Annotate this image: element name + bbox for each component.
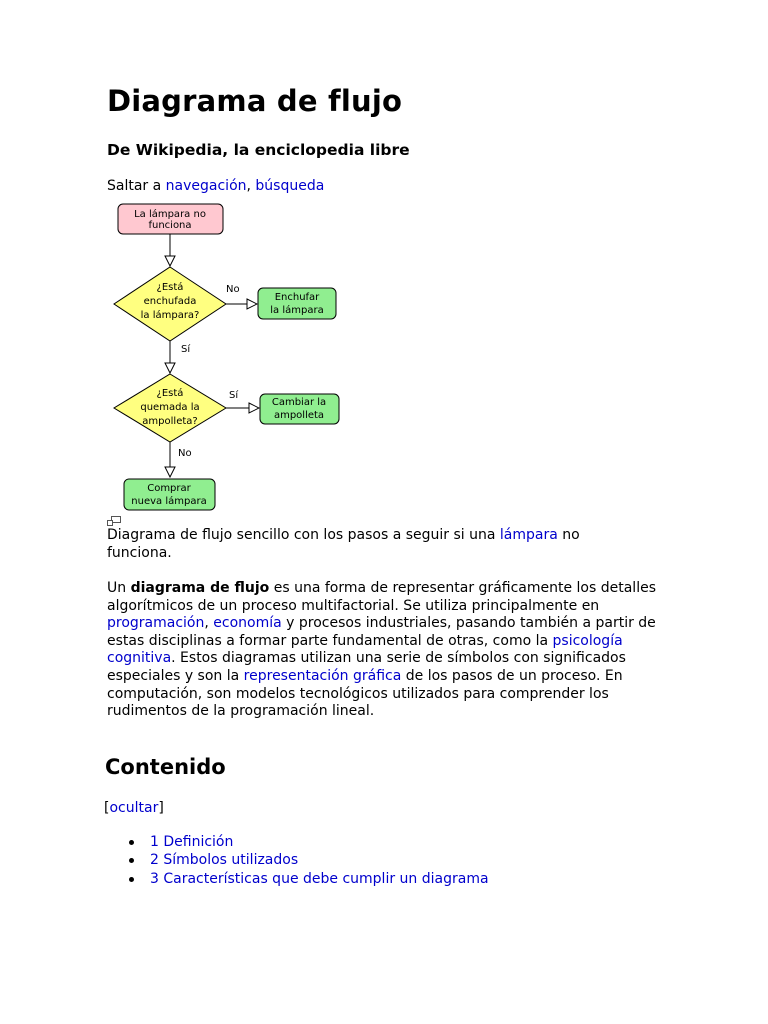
toc-item <box>129 851 489 869</box>
intro-text: . Estos diagramas utilizan una serie de símbolos con significados especiales y son la <box>107 650 626 684</box>
page-title: Diagrama de flujo <box>107 84 403 118</box>
start-node-line2: funciona <box>148 220 192 231</box>
jump-separator: , <box>246 178 256 194</box>
search-link[interactable]: búsqueda <box>255 178 325 194</box>
decision2-no-label: No <box>178 448 192 459</box>
intro-text: es una forma de representar gráficamente los detalles algorítmicos de un proceso multifactorial. Se utiliza principalmente en <box>107 580 656 614</box>
economy-link[interactable]: economía <box>213 615 282 632</box>
toc-item <box>129 833 489 851</box>
end-node-line2: nueva lámpara <box>131 496 207 507</box>
toc-link-definition[interactable]: 1 Definición <box>150 834 234 850</box>
toc-toggle <box>104 800 164 816</box>
decision1-line1: ¿Está <box>156 282 184 293</box>
intro-paragraph <box>107 580 667 721</box>
jump-to-line <box>107 178 324 194</box>
bracket-open: [ <box>104 800 110 816</box>
toc-link-characteristics[interactable]: 3 Características que debe cumplir un diagrama <box>150 870 489 887</box>
decision1-yes-label: Sí <box>181 344 191 355</box>
lamp-link[interactable]: lámpara <box>499 527 558 543</box>
table-of-contents <box>129 833 489 888</box>
bullet-icon <box>129 858 134 863</box>
action1-line1: Enchufar <box>274 292 320 303</box>
jump-prefix: Saltar a <box>107 178 166 194</box>
decision1-no-label: No <box>226 284 240 295</box>
action1-line2: la lámpara <box>270 305 324 316</box>
bracket-close: ] <box>158 800 164 816</box>
action2-line1: Cambiar la <box>271 397 327 408</box>
end-node-line1: Comprar <box>147 483 191 494</box>
page-subtitle: De Wikipedia, la enciclopedia libre <box>107 141 410 159</box>
term-bold: diagrama de flujo <box>130 580 270 596</box>
decision2-yes-label: Sí <box>229 390 239 401</box>
toc-link-symbols[interactable]: 2 Símbolos utilizados <box>150 852 299 869</box>
decision2-line1: ¿Está <box>156 388 184 399</box>
decision2-line3: ampolleta? <box>142 416 198 427</box>
action2-line2: ampolleta <box>273 410 325 421</box>
intro-text: Un <box>107 580 131 596</box>
caption-text-end: no funciona. <box>107 527 580 561</box>
toc-item <box>129 870 489 888</box>
navigation-link[interactable]: navegación <box>165 178 247 194</box>
caption-text: Diagrama de flujo sencillo con los pasos a seguir si una <box>107 527 500 543</box>
cognitive-psychology-link[interactable]: psicología cognitiva <box>107 632 623 667</box>
flowchart-image[interactable] <box>105 198 345 516</box>
decision1-line2: enchufada <box>143 296 197 307</box>
bullet-icon <box>129 877 134 882</box>
bullet-icon <box>129 840 134 845</box>
intro-text: , <box>204 615 214 632</box>
image-caption <box>107 526 647 562</box>
decision1-line3: la lámpara? <box>140 310 200 321</box>
graphic-representation-link[interactable]: representación gráfica <box>243 667 402 684</box>
intro-text: de los pasos de un proceso. En computación, son modelos tecnológicos utilizados para comprender los rudimentos de la programación lineal. <box>107 667 623 720</box>
contents-heading: Contenido <box>105 755 226 779</box>
intro-text: y procesos industriales, pasando también a partir de estas disciplinas a formar parte fundamental de otras, como la <box>107 615 656 649</box>
start-node-line1: La lámpara no <box>134 209 206 220</box>
programming-link[interactable]: programación <box>107 615 205 632</box>
hide-toc-link[interactable]: ocultar <box>109 800 159 816</box>
decision2-line2: quemada la <box>140 402 200 413</box>
